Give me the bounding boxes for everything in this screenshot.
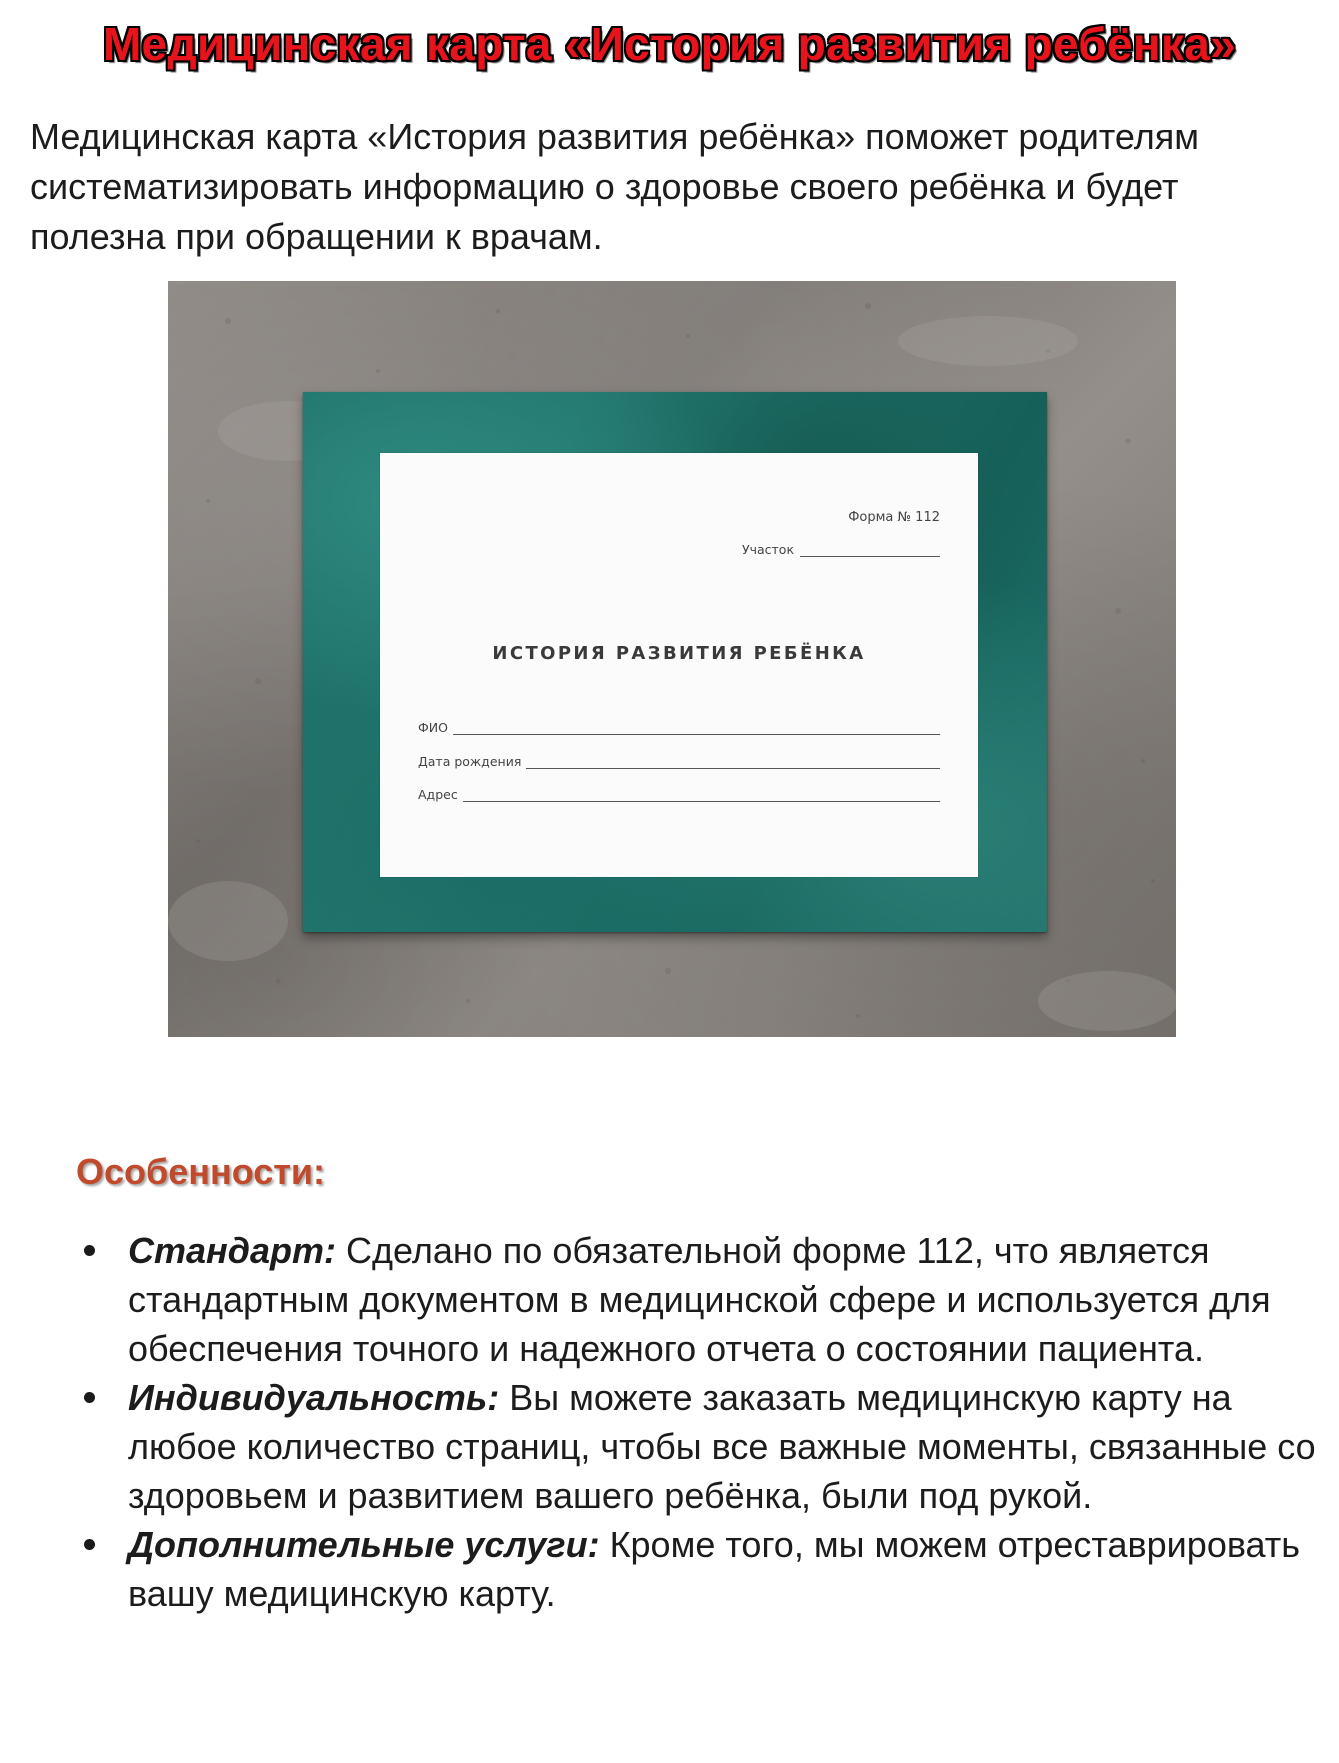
feature-text: Кроме того, мы можем отреставрировать вашу медицинскую карту.: [128, 1524, 1301, 1614]
medical-card-book: [303, 392, 1047, 932]
feature-term: Индивидуальность:: [128, 1377, 500, 1418]
features-heading: Особенности:: [76, 1151, 326, 1192]
birth-date-line: [526, 756, 940, 769]
district-field: [742, 542, 940, 557]
address-label: Адрес: [418, 787, 458, 802]
fio-label: ФИО: [418, 720, 448, 735]
address-line: [463, 789, 940, 802]
birth-date-label: Дата рождения: [418, 754, 522, 769]
feature-item: [0, 1520, 1339, 1618]
feature-text: Вы можете заказать медицинскую карту на любое количество страниц, чтобы все важные моменты, связанные со здоровьем и развитием вашего ребёнка, были под рукой.: [128, 1377, 1316, 1516]
intro-paragraph: Медицинская карта «История развития ребёнка» поможет родителям систематизировать информацию о здоровье своего ребёнка и будет полезна при обращении к врачам.: [30, 116, 1199, 257]
district-label: Участок: [741, 542, 794, 557]
product-photo: [168, 281, 1176, 1037]
cover-title: ИСТОРИЯ РАЗВИТИЯ РЕБЁНКА: [492, 643, 866, 664]
address-field: [418, 787, 940, 802]
feature-text: Сделано по обязательной форме 112, что является стандартным документом в медицинской сфере и используется для обеспечения точного и надежного отчета о состоянии пациента.: [128, 1230, 1271, 1369]
bullet-icon: [84, 1245, 95, 1256]
fio-line: [453, 722, 940, 735]
district-line: [800, 544, 940, 557]
feature-term: Стандарт:: [128, 1230, 337, 1271]
feature-term: Дополнительные услуги:: [128, 1524, 600, 1565]
form-number: Форма № 112: [848, 510, 940, 525]
feature-item: [0, 1373, 1339, 1520]
bullet-icon: [84, 1539, 95, 1550]
feature-item: [0, 1226, 1339, 1373]
cover-label: [380, 453, 978, 877]
birth-date-field: [418, 754, 940, 769]
fio-field: [418, 720, 940, 735]
features-list: [0, 1226, 1339, 1618]
page-title: Медицинская карта «История развития ребёнка»: [102, 18, 1237, 70]
bullet-icon: [84, 1392, 95, 1403]
